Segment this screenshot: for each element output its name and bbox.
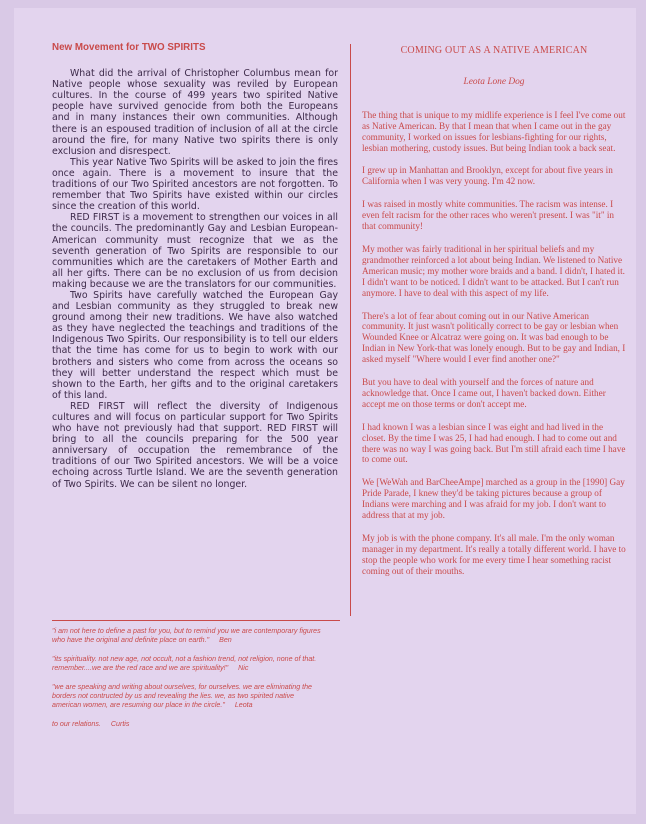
quote-text: to our relations. <box>52 720 101 729</box>
right-paragraph: My mother was fairly traditional in her spiritual beliefs and my grandmother reinforced a lot about being Indian. We listened to Native American music; my mother wore braids and a band. I didn't, I hated it. I didn't want to be noticed. I didn't want to be attacked. But I can't run anymore. I have to deal with this aspect of my life. <box>362 243 625 298</box>
left-paragraph: RED FIRST is a movement to strengthen our voices in all the councils. The predominantly Gay and Lesbian European-American community must recognize that we as the seventh generation of Two Spirits are responsible to our communities which are the caretakers of Mother Earth and all her gifts. There can be no exclusion of us from decision making because we are the translators for our communities. <box>52 212 338 290</box>
right-paragraph: We [WeWah and BarCheeAmpe] marched as a group in the [1990] Gay Pride Parade, I knew they'd be taking pictures because a group of Indians were marching and I was afraid for my job. I don't want to address that at my job. <box>362 477 625 521</box>
document-page <box>14 8 636 814</box>
right-paragraph: The thing that is unique to my midlife experience is I feel I've come out as Native American. By that I mean that when I came out in the gay community, I worked on issues for lesbians-fighting for our rights, lesbian mothering, custody issues. But being Indian took a back seat. <box>362 109 626 153</box>
right-paragraph: I was raised in mostly white communities. The racism was intense. I even felt racism for the other races who weren't present. I was "it" in that community! <box>362 199 615 232</box>
right-paragraph: I had known I was a lesbian since I was eight and had lived in the closet. By the time I was 25, I had had enough. I had to come out and there was no way I was going back. But I'm still afraid each time I have to come out. <box>362 421 626 465</box>
quote-text: "its spirituality. not new age, not occult, not a fashion trend, not religion, none of that. remember....we are the red race and we are spirituality!" <box>52 655 317 672</box>
left-paragraph: RED FIRST will reflect the diversity of Indigenous cultures and will focus on particular support for Two Spirits who have not previously had that support. RED FIRST will bring to all the councils preparing for the 500 year anniversary of occupation the remembrance of the traditions of our Two Spirited ancestors. We will be a voice echoing across Turtle Island. We are the seventh generation of Two Spirits. We can be silent no longer. <box>52 400 338 490</box>
left-article-title: New Movement for TWO SPIRITS <box>52 42 206 53</box>
left-paragraph: What did the arrival of Christopher Columbus mean for Native people whose sexuality was reviled by European cultures. In the course of 499 years two spirited Native people have survived genocide from both the Europeans and in many instances their own communities. Although there is an espoused tradition of inclusion of all at the circle around the fire, for many Native two spirits there is only exclusion and disrespect. <box>52 68 338 157</box>
quote <box>52 720 322 729</box>
right-paragraph: My job is with the phone company. It's all male. I'm the only woman manager in my department. It's really a totally different world. I have to stop the people who work for me every time I hear something racist coming out of their mouths. <box>362 533 626 576</box>
quote <box>52 655 322 672</box>
left-article <box>52 42 338 490</box>
right-article-title: COMING OUT AS A NATIVE AMERICAN <box>400 45 588 56</box>
quote <box>52 683 322 709</box>
right-paragraph: But you have to deal with yourself and the forces of nature and acknowledge that. Once I came out, I haven't backed down. Either accept me on those terms or don't accept me. <box>362 377 606 409</box>
column-divider <box>350 44 351 616</box>
quote-signature: Leota <box>234 700 253 709</box>
quote-signature: Curtis <box>110 720 130 729</box>
quotes-block <box>52 627 322 740</box>
byline: Leota Lone Dog <box>463 76 525 87</box>
left-paragraph: This year Native Two Spirits will be asked to join the fires once again. There is a movement to insure that the traditions of our Two Spirited ancestors are not forgotten. To remember that Two Spirits have existed within our circles since the creation of this world. <box>52 156 338 213</box>
quote-signature: Ben <box>219 635 232 644</box>
quote-text: "i am not here to define a past for you, but to remind you we are contemporary figures who have the original and definite place on earth." <box>52 627 321 644</box>
right-paragraph: I grew up in Manhattan and Brooklyn, except for about five years in California when I was very young. I'm 42 now. <box>362 165 613 187</box>
left-paragraph: Two Spirits have carefully watched the European Gay and Lesbian community as they struggled to break new ground among their new traditions. We have also watched as they have neglected the teachings and traditions of the Indigenous Two Spirits. Our responsibility is to tell our elders that the time has come for us to begin to work with our brothers and sisters who come from across the oceans so they will better understand the respect which must be shown to the Earth, her gifts and to the original caretakers of this land. <box>52 289 338 401</box>
horizontal-divider <box>52 620 340 621</box>
right-paragraph: There's a lot of fear about coming out in our Native American community. It just wasn't politically correct to be gay or lesbian when Wounded Knee or Alcatraz were going on. It was bad enough to be Indian in New York-that was lonely enough. But to be gay and Indian, I asked myself "Where would I ever find another one?" <box>362 310 626 365</box>
quote-signature: Nic <box>238 663 249 672</box>
right-article <box>362 46 626 589</box>
quote <box>52 627 322 644</box>
quote-text: "we are speaking and writing about ourselves, for ourselves. we are eliminating the borders not contructed by us and revealing the lies. we, as two spirited native american women, are resuming our place in the circle." <box>52 683 313 709</box>
